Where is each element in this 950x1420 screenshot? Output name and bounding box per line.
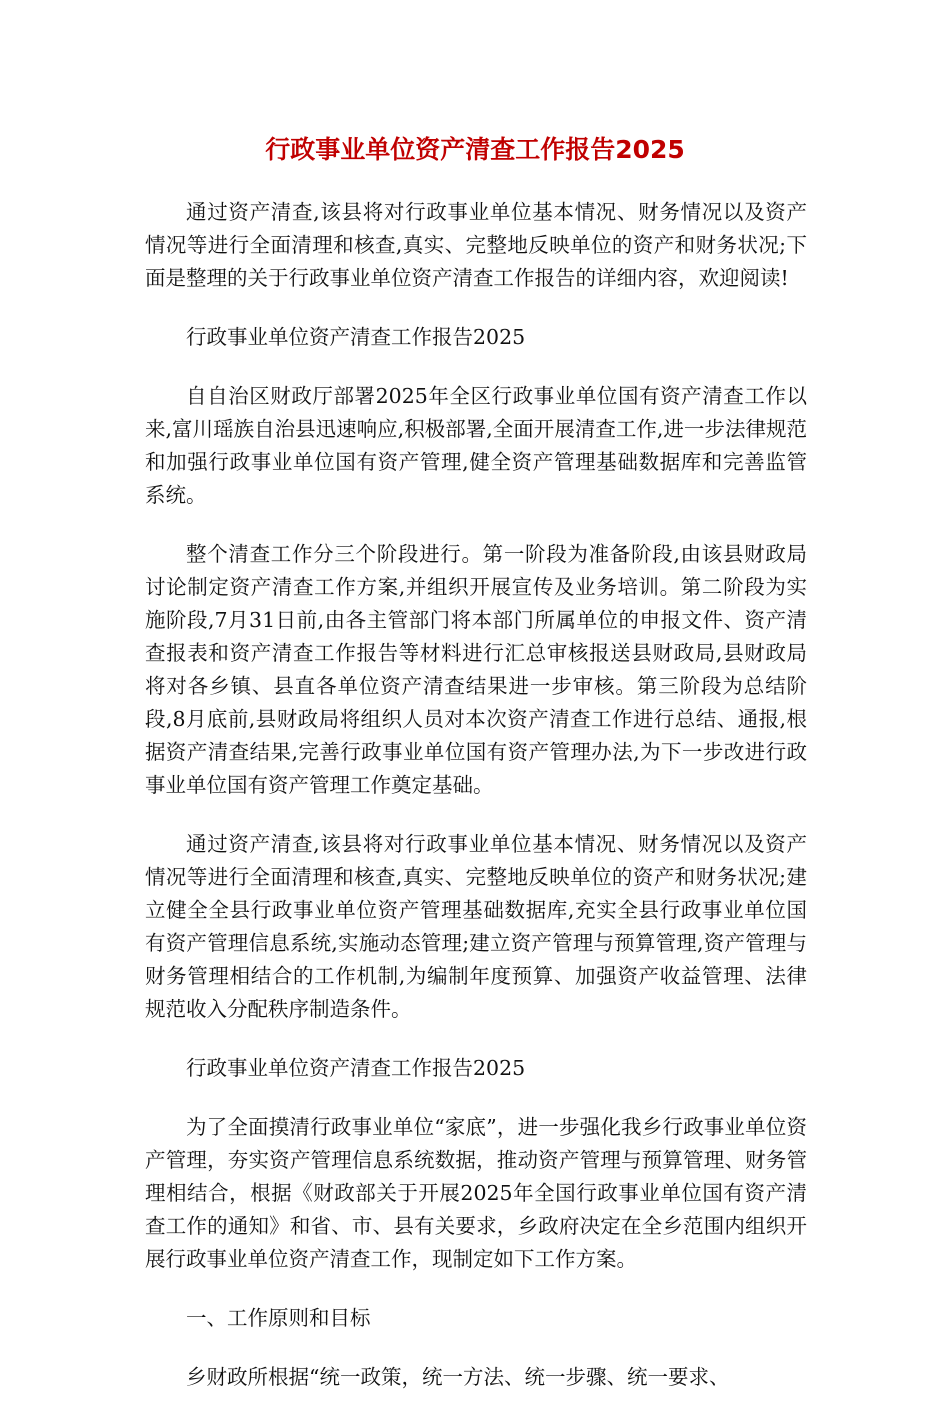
body-paragraph: 为了全面摸清行政事业单位“家底”，进一步强化我乡行政事业单位资产管理，夯实资产管理信息系统数据，推动资产管理与预算管理、财务管理相结合，根据《财政部关于开展2025年全国行政事业单位国有资产清查工作的通知》和省、市、县有关要求，乡政府决定在全乡范围内组织开展行政事业单位资产清查工作，现制定如下工作方案。 xyxy=(145,1115,807,1271)
document-body xyxy=(145,196,807,1420)
body-paragraph: 乡财政所根据“统一政策，统一方法、统一步骤、统一要求、 xyxy=(186,1365,730,1389)
body-paragraph: 自自治区财政厅部署2025年全区行政事业单位国有资产清查工作以来,富川瑶族自治县迅速响应,积极部署,全面开展清查工作,进一步法律规范和加强行政事业单位国有资产管理,健全资产管理基础数据库和完善监管系统。 xyxy=(145,384,807,507)
section-heading-report: 行政事业单位资产清查工作报告2025 xyxy=(186,1056,526,1080)
document-title: 行政事业单位资产清查工作报告2025 xyxy=(265,135,685,164)
intro-paragraph: 通过资产清查,该县将对行政事业单位基本情况、财务情况以及资产情况等进行全面清理和核查,真实、完整地反映单位的资产和财务状况;下面是整理的关于行政事业单位资产清查工作报告的详细内容，欢迎阅读! xyxy=(145,200,807,290)
body-paragraph: 整个清查工作分三个阶段进行。第一阶段为准备阶段,由该县财政局讨论制定资产清查工作方案,并组织开展宣传及业务培训。第二阶段为实施阶段,7月31日前,由各主管部门将本部门所属单位的申报文件、资产清查报表和资产清查工作报告等材料进行汇总审核报送县财政局,县财政局将对各乡镇、县直各单位资产清查结果进一步审核。第三阶段为总结阶段,8月底前,县财政局将组织人员对本次资产清查工作进行总结、通报,根据资产清查结果,完善行政事业单位国有资产管理办法,为下一步改进行政事业单位国有资产管理工作奠定基础。 xyxy=(145,542,807,797)
body-paragraph: 通过资产清查,该县将对行政事业单位基本情况、财务情况以及资产情况等进行全面清理和核查,真实、完整地反映单位的资产和财务状况;建立健全全县行政事业单位资产管理基础数据库,充实全县行政事业单位国有资产管理信息系统,实施动态管理;建立资产管理与预算管理,资产管理与财务管理相结合的工作机制,为编制年度预算、加强资产收益管理、法律规范收入分配秩序制造条件。 xyxy=(145,832,807,1021)
section-heading-report: 行政事业单位资产清查工作报告2025 xyxy=(186,325,526,349)
section-heading-principles: 一、工作原则和目标 xyxy=(186,1306,371,1330)
